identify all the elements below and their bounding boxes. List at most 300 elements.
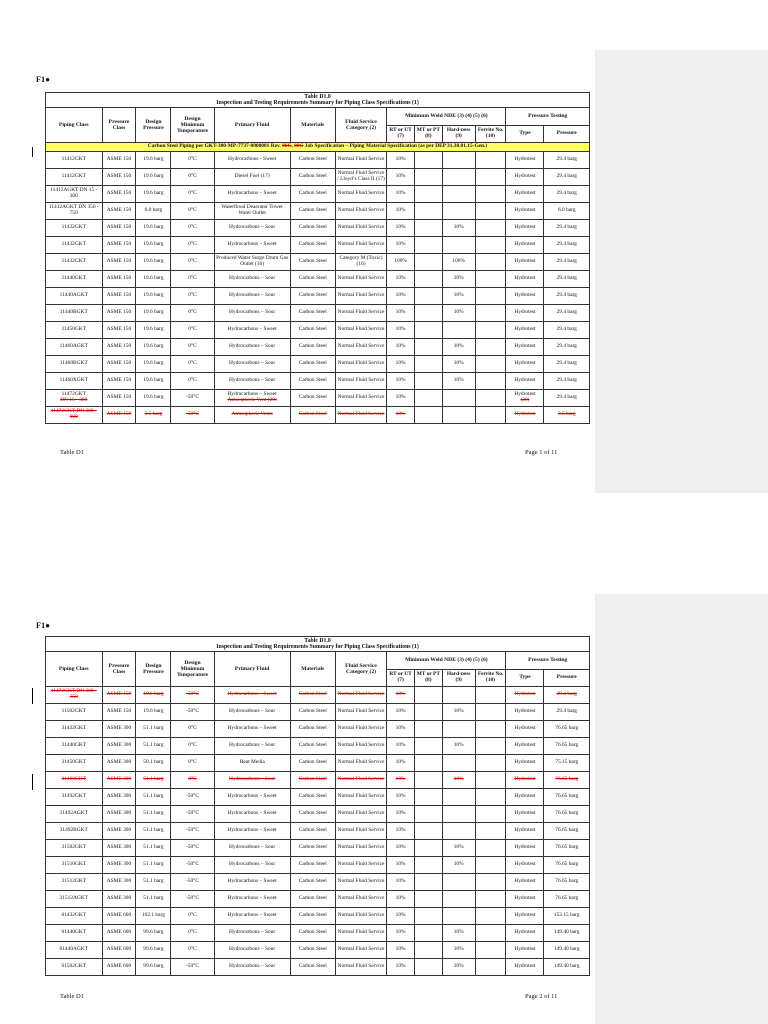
cell-test-pressure-text: 149.40 barg — [553, 946, 580, 953]
cell-design-pressure-text: 19.6 barg — [143, 173, 164, 180]
table-row — [46, 755, 590, 772]
cell-piping-class-text: 11440GKT — [61, 275, 86, 282]
cell-piping-class-text: 11432GKT — [61, 241, 86, 248]
cell-primary-fluid-text: Hydrocarbons – Sour — [229, 946, 276, 953]
cell-primary-fluid-text: Hydrocarbons – Sweet — [227, 827, 277, 834]
cell-hardness — [442, 254, 475, 271]
cell-pressure-class — [102, 407, 136, 424]
cell-mt — [414, 738, 442, 755]
cell-fluid-service-text: Normal Fluid Service — [337, 691, 385, 698]
cell-fluid-service-text: Normal Fluid Service — [337, 895, 385, 902]
cell-design-temperature-text: -50°C — [186, 411, 199, 418]
cell-test-type — [506, 806, 544, 823]
cell-pressure-class — [102, 823, 136, 840]
cell-materials — [290, 390, 335, 407]
cell-pressure-class-text: ASME 300 — [106, 793, 132, 800]
cell-test-pressure — [544, 203, 590, 220]
cell-design-pressure — [136, 704, 171, 721]
cell-test-type-text: Hydrotest — [514, 793, 536, 800]
cell-test-pressure — [544, 305, 590, 322]
cell-rt — [387, 755, 415, 772]
cell-design-temperature-text: 0°C — [188, 326, 197, 333]
table-row — [46, 806, 590, 823]
cell-rt-text: 10% — [395, 793, 406, 800]
cell-test-type — [506, 925, 544, 942]
cell-design-temperature-text: -50°C — [186, 810, 199, 817]
cell-pressure-class — [102, 356, 136, 373]
cell-rt — [387, 356, 415, 373]
table-row — [46, 288, 590, 305]
page-marker: F1● — [36, 621, 51, 630]
cell-hardness-text: 10% — [453, 275, 464, 282]
cell-pressure-class — [102, 186, 136, 203]
cell-materials — [290, 772, 335, 789]
cell-fluid-service — [335, 772, 386, 789]
header-piping-class: Piping Class — [46, 652, 103, 687]
cell-pressure-class — [102, 704, 136, 721]
cell-materials-text: Carbon Steel — [298, 377, 327, 384]
cell-fluid-service — [335, 891, 386, 908]
cell-materials — [290, 356, 335, 373]
cell-test-type-text: Hydrotest — [514, 827, 536, 834]
cell-rt-text: 10% — [395, 844, 406, 851]
cell-hardness — [442, 271, 475, 288]
cell-fluid-service — [335, 373, 386, 390]
cell-design-pressure-text: 51.1 barg — [143, 895, 164, 902]
cell-ferrite — [475, 874, 506, 891]
cell-test-pressure-text: 29.4 barg — [556, 326, 577, 333]
cell-test-type-text: Hydrotest — [514, 691, 536, 698]
cell-primary-fluid-text: Diesel Fuel (17) — [234, 173, 270, 180]
cell-rt-text: 10% — [395, 742, 406, 749]
cell-design-pressure-text: 19.6 barg — [143, 190, 164, 197]
cell-fluid-service-text: Normal Fluid Service — [337, 725, 385, 732]
cell-hardness — [442, 407, 475, 424]
cell-piping-class-text: 31502GKT — [61, 844, 87, 851]
cell-piping-class — [46, 891, 103, 908]
cell-design-temperature-text: -50°C — [186, 691, 199, 698]
cell-design-pressure-text: 19.6 barg — [143, 241, 164, 248]
cell-hardness-text: 10% — [453, 963, 464, 970]
cell-pressure-class-text: ASME 600 — [106, 946, 132, 953]
header-test-pressure: Pressure — [544, 670, 590, 687]
cell-primary-fluid — [214, 237, 290, 254]
cell-fluid-service — [335, 874, 386, 891]
cell-hardness — [442, 356, 475, 373]
cell-rt-text: 10% — [395, 708, 406, 715]
cell-fluid-service-text: Normal Fluid Service — [337, 963, 385, 970]
header-primary-fluid: Primary Fluid — [214, 652, 290, 687]
cell-design-temperature — [171, 704, 214, 721]
cell-materials — [290, 687, 335, 704]
cell-design-pressure-text: 51.1 barg — [143, 742, 164, 749]
cell-test-type-text: Hydrotest — [514, 190, 536, 197]
cell-fluid-service-text: Normal Fluid Service — [337, 241, 385, 248]
cell-test-pressure-text: 29.4 barg — [556, 258, 577, 265]
cell-ferrite — [475, 959, 506, 976]
cell-test-pressure-text: 76.65 barg — [555, 725, 579, 732]
cell-fluid-service-text: Normal Fluid Service — [337, 360, 385, 367]
cell-test-pressure — [544, 322, 590, 339]
cell-ferrite — [475, 254, 506, 271]
cell-hardness — [442, 738, 475, 755]
cell-fluid-service-text: Normal Fluid Service / Lloyd’s Class II (17) — [337, 170, 385, 182]
cell-pressure-class-text: ASME 300 — [106, 878, 132, 885]
cell-primary-fluid — [214, 220, 290, 237]
cell-test-pressure-text: 76.65 barg — [555, 827, 579, 834]
cell-piping-class-text: 11432GKT — [61, 258, 86, 265]
cell-test-type-text: Hydrotest — [514, 292, 536, 299]
cell-piping-class-text: 31440GKT — [61, 742, 87, 749]
cell-pressure-class — [102, 942, 136, 959]
cell-piping-class-text: 31460GKT — [61, 776, 87, 783]
cell-design-temperature — [171, 721, 214, 738]
cell-piping-class — [46, 220, 103, 237]
cell-design-temperature-text: 0°C — [188, 275, 197, 282]
cell-materials-text: Carbon Steel — [298, 963, 327, 970]
cell-pressure-class-text: ASME 150 — [106, 258, 132, 265]
cell-primary-fluid-text: Waterflood Deaerator Tower Water Outlet — [221, 204, 283, 216]
cell-pressure-class-text: ASME 150 — [106, 292, 132, 299]
cell-test-type-text: Hydrotest — [514, 725, 536, 732]
cell-fluid-service — [335, 186, 386, 203]
cell-primary-fluid-text: Hydrocarbons – Sour — [229, 708, 276, 715]
cell-pressure-class-text: ASME 150 — [106, 173, 132, 180]
cell-mt — [414, 925, 442, 942]
cell-rt-text: 10% — [395, 207, 406, 214]
cell-test-type — [506, 840, 544, 857]
cell-hardness-text: 10% — [453, 292, 464, 299]
cell-fluid-service — [335, 925, 386, 942]
cell-primary-fluid-text: Hydrocarbons – Sour — [229, 275, 276, 282]
cell-test-type-text: Hydrotest — [514, 241, 536, 248]
cell-primary-fluid — [214, 254, 290, 271]
cell-pressure-class-text: ASME 300 — [106, 742, 132, 749]
cell-hardness — [442, 220, 475, 237]
cell-piping-class — [46, 390, 103, 407]
cell-rt — [387, 738, 415, 755]
cell-fluid-service-text: Normal Fluid Service — [337, 292, 385, 299]
cell-pressure-class-text: ASME 150 — [106, 394, 132, 401]
cell-rt-text: 10% — [395, 725, 406, 732]
table-row — [46, 704, 590, 721]
cell-test-pressure-text: 29.4 barg — [556, 360, 577, 367]
cell-design-pressure-text: 19.6 barg — [143, 377, 164, 384]
cell-pressure-class-text: ASME 300 — [106, 827, 132, 834]
cell-hardness — [442, 840, 475, 857]
cell-rt — [387, 704, 415, 721]
cell-test-pressure-text: 29.4 barg — [556, 708, 577, 715]
cell-mt — [414, 823, 442, 840]
cell-piping-class — [46, 152, 103, 169]
cell-primary-fluid-text: Hydrocarbons – Sweet — [227, 691, 277, 698]
cell-pressure-class-text: ASME 300 — [106, 895, 132, 902]
cell-materials-text: Carbon Steel — [298, 258, 327, 265]
cell-primary-fluid — [214, 840, 290, 857]
header-materials: Materials — [290, 108, 335, 143]
cell-hardness — [442, 806, 475, 823]
cell-hardness-text: 10% — [453, 929, 464, 936]
cell-design-temperature-text: 0°C — [188, 759, 197, 766]
cell-mt — [414, 203, 442, 220]
cell-design-pressure — [136, 220, 171, 237]
header-hardness: Hard-ness (9) — [442, 670, 475, 687]
cell-materials — [290, 840, 335, 857]
cell-mt — [414, 407, 442, 424]
cell-test-type — [506, 373, 544, 390]
cell-test-type-text: Hydrotest — [514, 173, 536, 180]
header-rt: RT or UT (7) — [387, 126, 415, 143]
cell-hardness-text: 100% — [452, 258, 465, 265]
table-row — [46, 220, 590, 237]
header-ferrite: Ferrite No. (10) — [475, 670, 506, 687]
cell-design-pressure-text: 19.6 barg — [143, 360, 164, 367]
cell-fluid-service-text: Normal Fluid Service — [337, 759, 385, 766]
cell-design-temperature-text: 0°C — [188, 292, 197, 299]
cell-test-pressure-text: 29.4 barg — [556, 275, 577, 282]
cell-test-pressure — [544, 942, 590, 959]
cell-mt — [414, 891, 442, 908]
header-design-temperature: Design Minimum Temperature — [171, 108, 214, 143]
cell-test-pressure-text: 29.4 barg — [556, 309, 577, 316]
cell-design-temperature — [171, 874, 214, 891]
header-test-pressure: Pressure — [544, 126, 590, 143]
cell-materials — [290, 925, 335, 942]
cell-hardness — [442, 203, 475, 220]
cell-test-type — [506, 169, 544, 186]
cell-fluid-service-text: Normal Fluid Service — [337, 844, 385, 851]
cell-test-type-text: Hydrotest — [514, 156, 536, 163]
cell-primary-fluid-text: Hydrocarbons – Sweet — [227, 391, 277, 398]
cell-design-pressure — [136, 288, 171, 305]
header-design-pressure: Design Pressure — [136, 108, 171, 143]
header-pressure-testing: Pressure Testing — [506, 108, 590, 126]
cell-design-pressure — [136, 152, 171, 169]
cell-test-pressure — [544, 407, 590, 424]
cell-fluid-service — [335, 390, 386, 407]
cell-test-pressure-text: 29.4 barg — [556, 343, 577, 350]
header-pressure-class: Pressure Class — [102, 652, 136, 687]
cell-hardness — [442, 186, 475, 203]
table-row — [46, 322, 590, 339]
cell-design-pressure-text: 19.6 barg — [143, 708, 164, 715]
cell-design-pressure-text: 51.1 barg — [143, 861, 164, 868]
cell-test-type-text: Hydrotest — [514, 207, 536, 214]
cell-design-pressure-text: 99.6 barg — [143, 929, 164, 936]
cell-rt — [387, 772, 415, 789]
cell-test-type-text: Hydrotest — [514, 391, 536, 398]
cell-piping-class — [46, 254, 103, 271]
table-title-line2: Inspection and Testing Requirements Summary for Piping Class Specifications (1) — [216, 100, 419, 106]
cell-mt — [414, 789, 442, 806]
cell-piping-class — [46, 288, 103, 305]
cell-design-temperature — [171, 857, 214, 874]
cell-materials — [290, 704, 335, 721]
cell-fluid-service — [335, 152, 386, 169]
inspection-table-page-1 — [45, 92, 590, 424]
cell-primary-fluid-text: Hydrocarbons – Sweet — [227, 895, 277, 902]
header-pressure-testing: Pressure Testing — [506, 652, 590, 670]
table-row — [46, 407, 590, 424]
cell-materials-text: Carbon Steel — [298, 343, 327, 350]
cell-pressure-class-text: ASME 150 — [106, 309, 132, 316]
cell-ferrite — [475, 339, 506, 356]
side-panel-top — [595, 50, 768, 493]
cell-test-type — [506, 738, 544, 755]
cell-primary-fluid-text: Hydrocarbons – Sweet — [227, 725, 277, 732]
cell-test-type — [506, 823, 544, 840]
cell-materials-text: Carbon Steel — [298, 878, 327, 885]
cell-design-temperature — [171, 169, 214, 186]
cell-piping-class — [46, 755, 103, 772]
cell-design-pressure — [136, 373, 171, 390]
cell-rt — [387, 959, 415, 976]
cell-mt — [414, 220, 442, 237]
cell-primary-fluid — [214, 373, 290, 390]
cell-ferrite — [475, 840, 506, 857]
cell-design-pressure — [136, 738, 171, 755]
cell-rt — [387, 823, 415, 840]
header-weld-nde: Minimum Weld NDE (3) (4) (5) (6) — [387, 652, 506, 670]
cell-rt-text: 10% — [395, 241, 406, 248]
cell-design-temperature — [171, 390, 214, 407]
cell-primary-fluid — [214, 806, 290, 823]
cell-piping-class-text: 31512GKT — [61, 878, 87, 885]
table-row — [46, 721, 590, 738]
cell-test-pressure-text: 149.40 barg — [553, 963, 580, 970]
cell-rt-text: 10% — [395, 946, 406, 953]
cell-piping-class — [46, 925, 103, 942]
cell-test-type — [506, 254, 544, 271]
cell-primary-fluid — [214, 738, 290, 755]
cell-piping-class — [46, 823, 103, 840]
cell-mt — [414, 339, 442, 356]
cell-piping-class-text: 31492BGKT — [59, 827, 88, 834]
cell-design-temperature-text: -50°C — [186, 861, 199, 868]
cell-design-pressure — [136, 186, 171, 203]
cell-pressure-class — [102, 755, 136, 772]
header-materials: Materials — [290, 652, 335, 687]
header-test-type: Type — [506, 126, 544, 143]
cell-test-pressure — [544, 704, 590, 721]
cell-design-pressure-text: 3.5 barg — [144, 411, 163, 418]
cell-piping-class — [46, 186, 103, 203]
cell-fluid-service-text: Normal Fluid Service — [337, 827, 385, 834]
cell-hardness-text: 10% — [453, 360, 464, 367]
cell-design-pressure-text: 51.1 barg — [143, 793, 164, 800]
cell-primary-fluid — [214, 704, 290, 721]
cell-test-pressure — [544, 356, 590, 373]
cell-materials-text: Carbon Steel — [298, 776, 327, 783]
cell-materials — [290, 407, 335, 424]
table-title — [46, 637, 590, 652]
table-row — [46, 823, 590, 840]
cell-materials-text: Carbon Steel — [298, 411, 327, 418]
cell-hardness — [442, 169, 475, 186]
cell-piping-class — [46, 305, 103, 322]
cell-design-temperature-text: 0°C — [188, 190, 197, 197]
cell-hardness-text: 10% — [453, 861, 464, 868]
cell-design-temperature — [171, 959, 214, 976]
cell-design-temperature — [171, 806, 214, 823]
cell-pressure-class-text: ASME 300 — [106, 776, 132, 783]
cell-piping-class-text: 31510GKT — [61, 861, 87, 868]
cell-hardness — [442, 857, 475, 874]
cell-rt-text: 10% — [395, 411, 406, 418]
cell-design-temperature — [171, 271, 214, 288]
cell-hardness — [442, 687, 475, 704]
cell-test-type-text: Hydrotest — [514, 326, 536, 333]
cell-primary-fluid-text: Produced Water Surge Drum Gas Outlet (16) — [216, 255, 288, 267]
table-row — [46, 271, 590, 288]
cell-materials — [290, 857, 335, 874]
cell-rt — [387, 220, 415, 237]
cell-design-temperature — [171, 305, 214, 322]
cell-materials-text: Carbon Steel — [298, 275, 327, 282]
cell-primary-fluid-text: Hydrocarbons – Sour — [229, 292, 276, 299]
cell-hardness-text: 10% — [453, 946, 464, 953]
cell-pressure-class — [102, 857, 136, 874]
cell-test-type-text: Hydrotest — [514, 895, 536, 902]
cell-rt-text: 10% — [395, 156, 406, 163]
cell-design-pressure — [136, 806, 171, 823]
cell-pressure-class — [102, 390, 136, 407]
cell-test-type-text: Hydrotest — [514, 912, 536, 919]
cell-test-pressure — [544, 721, 590, 738]
cell-test-type-text: Hydrotest — [514, 224, 536, 231]
cell-hardness — [442, 874, 475, 891]
cell-test-pressure-text: 29.4 barg — [556, 173, 577, 180]
cell-piping-class — [46, 407, 103, 424]
cell-test-pressure — [544, 840, 590, 857]
cell-fluid-service-text: Normal Fluid Service — [337, 343, 385, 350]
cell-hardness — [442, 772, 475, 789]
cell-materials — [290, 874, 335, 891]
cell-pressure-class-text: ASME 150 — [106, 691, 132, 698]
cell-design-pressure — [136, 271, 171, 288]
cell-test-type — [506, 874, 544, 891]
cell-fluid-service — [335, 305, 386, 322]
cell-rt-text: 10% — [395, 810, 406, 817]
cell-materials-text: Carbon Steel — [298, 326, 327, 333]
cell-piping-class-text: 11472GKT — [61, 391, 86, 398]
cell-design-temperature — [171, 772, 214, 789]
cell-pressure-class — [102, 152, 136, 169]
change-bar — [32, 147, 33, 157]
table-row — [46, 772, 590, 789]
cell-test-pressure-text: 76.65 barg — [555, 844, 579, 851]
cell-design-pressure — [136, 925, 171, 942]
cell-ferrite — [475, 220, 506, 237]
cell-fluid-service-text: Normal Fluid Service — [337, 776, 385, 783]
cell-fluid-service — [335, 356, 386, 373]
cell-materials-text: Carbon Steel — [298, 207, 327, 214]
cell-test-type — [506, 339, 544, 356]
cell-rt-text: 10% — [395, 691, 406, 698]
cell-primary-fluid-text: Hydrocarbons – Sour — [229, 343, 276, 350]
cell-test-type — [506, 908, 544, 925]
cell-materials — [290, 908, 335, 925]
cell-test-pressure — [544, 857, 590, 874]
cell-mt — [414, 356, 442, 373]
cell-mt — [414, 908, 442, 925]
cell-ferrite — [475, 390, 506, 407]
cell-rt — [387, 687, 415, 704]
cell-design-temperature — [171, 237, 214, 254]
cell-design-temperature — [171, 407, 214, 424]
cell-primary-fluid-text: Hydrocarbons – Sour — [229, 776, 276, 783]
page-marker: F1● — [36, 75, 51, 84]
